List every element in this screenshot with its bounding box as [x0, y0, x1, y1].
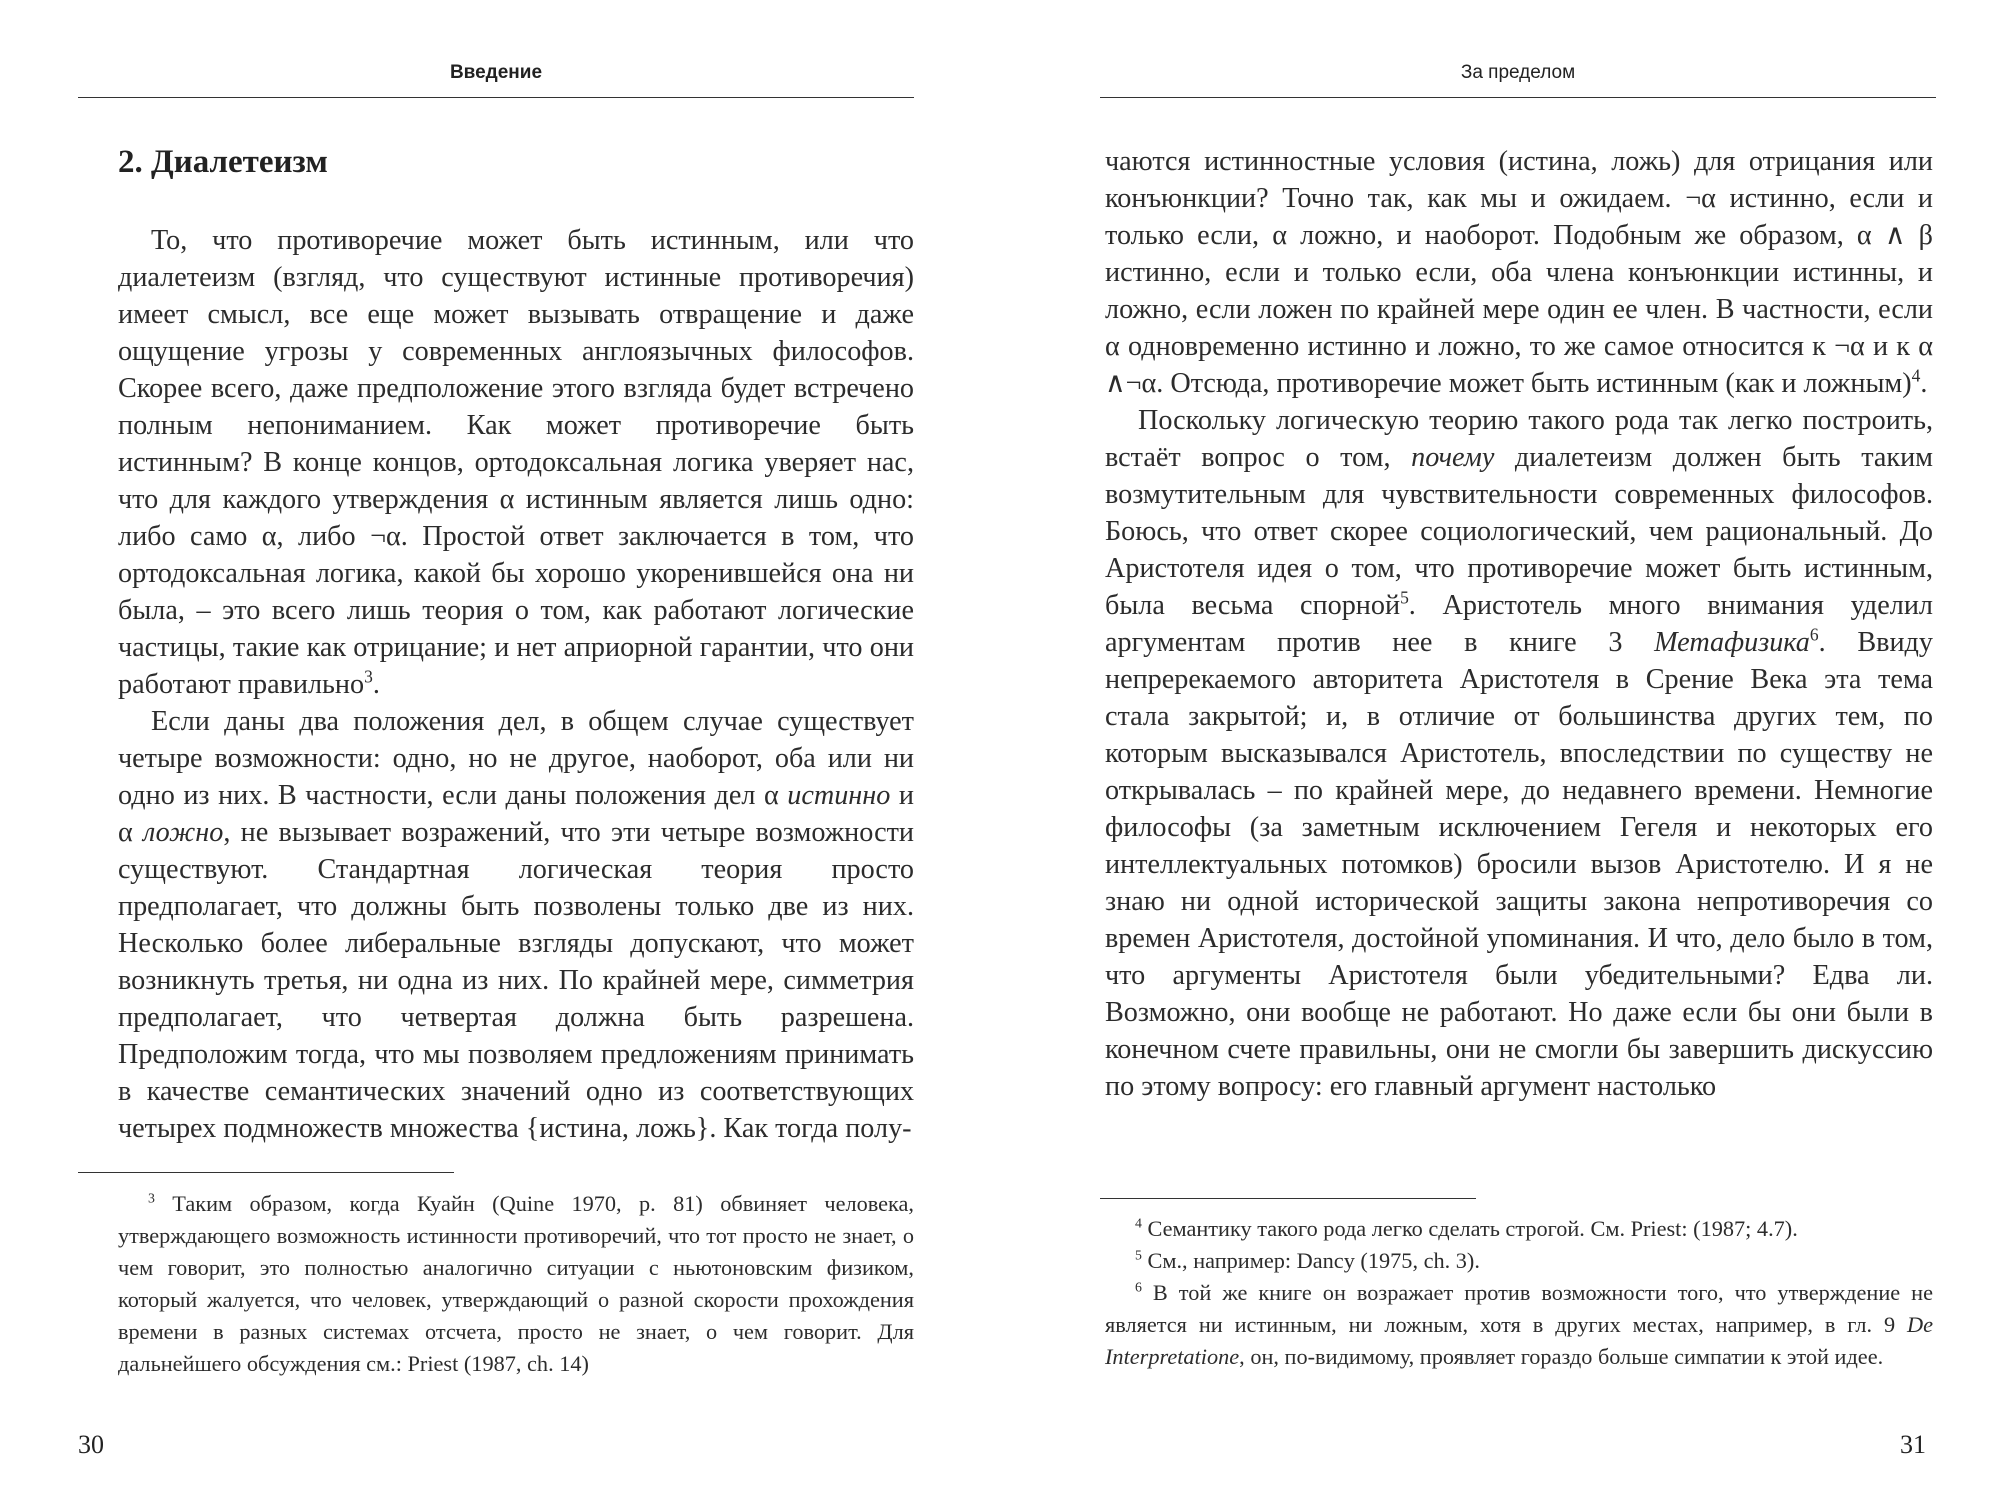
footnote-ref: 4 — [1911, 365, 1921, 386]
footnote-ref: 5 — [1400, 587, 1409, 608]
page-number: 31 — [1900, 1430, 1926, 1459]
italic-term: истинно — [787, 780, 891, 811]
footnote-ref: 3 — [364, 666, 373, 687]
header-rule — [78, 97, 914, 98]
paragraph-text: диалетеизм должен быть таким возмутительным для чувствительности современных философов. Боюсь, что ответ скорее социологический, чем рациональный. До Аристотеля идея о том, что противоречие может быть истинным, была весьма спорной — [1105, 442, 1933, 621]
footnote-text: В той же книге он возражает против возможности того, что утверждение не является ни истинным, ни ложным, хотя в других местах, например, в гл. 9 — [1105, 1280, 1933, 1337]
footnote-text: Семантику такого рода легко сделать строгой. См. Priest: (1987; 4.7). — [1147, 1216, 1798, 1241]
paragraph-text: , не вызывает возражений, что эти четыре возможности существуют. Стандартная логическая теория просто предполагает, что должны быть позволены только две из них. Несколько более либеральные взгляды допускают, что может возникнуть третья, ни одна из них. По крайней мере, симметрия предполагает, что четвертая должна быть разрешена. Предположим тогда, что мы позволяем предложениям принимать в качестве семантических значений одно из соответствующих четырех подмножеств множества {истина, ложь}. Как тогда полу- — [118, 817, 914, 1144]
italic-term: почему — [1411, 442, 1495, 473]
footnote-number: 3 — [148, 1190, 155, 1206]
paragraph-text: и α — [118, 780, 914, 848]
running-head: За пределом — [1460, 62, 1576, 83]
right-page — [1000, 0, 2000, 1508]
footnotes — [1105, 1213, 1933, 1373]
paragraph: чаются истинностные условия (истина, ложь) для отрицания или конъюнкции? Точно так, как мы и ожидаем. ¬α истинно, если и только если, α ложно, и наоборот. Подобным же образом, α ∧ β истинно, если и только если, оба члена конъюнкции истинны, и ложно, если ложен по крайней мере один ее член. В частности, если α одновременно истинно и ложно, то же самое относится к ¬α и к α ∧¬α. Отсюда, противоречие может быть истинным (как и ложным)$^4$. — [1105, 146, 1933, 399]
footnote-text: , он, по-видимому, проявляет гораздо больше симпатии к этой идее. — [1239, 1344, 1884, 1369]
body-text — [1105, 143, 1933, 1105]
footnote-ref: 6 — [1809, 624, 1819, 645]
paragraph — [118, 703, 914, 1147]
footnote-text: См., например: Dancy (1975, ch. 3). — [1147, 1248, 1480, 1273]
footnote — [1105, 1213, 1933, 1245]
footnote — [1105, 1245, 1933, 1277]
footnote-number: 5 — [1135, 1247, 1142, 1263]
footnote-rule — [1100, 1198, 1476, 1199]
footnote — [1105, 1277, 1933, 1373]
book-title: Метафизика — [1654, 627, 1810, 658]
paragraph-text: Если даны два положения дел, в общем случае существует четыре возможности: одно, но не другое, наоборот, оба или ни одно из них. В частности, если даны положения дел α — [118, 706, 914, 811]
body-text — [118, 142, 914, 1147]
footnote-number: 6 — [1135, 1279, 1142, 1295]
paragraph: То, что противоречие может быть истинным, или что диалетеизм (взгляд, что существуют истинные противоречия) имеет смысл, все еще может вызывать отвращение и даже ощущение угрозы у современных англоязычных философов. Скорее всего, даже предположение этого взгляда будет встречено полным непониманием. Как может противоречие быть истинным? В конце концов, ортодоксальная логика уверяет нас, что для каждого утверждения α истинным является лишь одно: либо само α, либо ¬α. Простой ответ заключается в том, что ортодоксальная логика, какой бы хорошо укоренившейся она ни была, – это всего лишь теория о том, как работают логические частицы, такие как отрицание; и нет априорной гарантии, что они работают правильно$^3$. — [118, 225, 914, 700]
page-number: 30 — [78, 1430, 104, 1459]
paragraph-text: Поскольку логическую теорию такого рода так легко построить, встаёт вопрос о том, — [1105, 405, 1933, 473]
header-rule — [1100, 97, 1936, 98]
paragraph-text: То, что противоречие может быть истинным, или что диалетеизм (взгляд, что существуют истинные противоречия) имеет смысл, все еще может вызывать отвращение и даже ощущение угрозы у современных англоязычных философов. Скорее всего, даже предположение этого взгляда будет встречено полным непониманием. Как может противоречие быть истинным? В конце концов, ортодоксальная логика уверяет нас, что для каждого утверждения α истинным является лишь одно: либо само α, либо ¬α. Простой ответ заключается в том, что ортодоксальная логика, какой бы хорошо укоренившейся она ни была, – это всего лишь теория о том, как работают логические частицы, такие как отрицание; и нет априорной гарантии, что они работают правильно — [118, 225, 914, 700]
paragraph — [1105, 402, 1933, 1105]
footnote — [118, 1188, 914, 1380]
italic-term: ложно — [143, 817, 224, 848]
paragraph-text: . Ввиду непререкаемого авторитета Аристотеля в Срение Века эта тема стала закрытой; и, в отличие от большинства других тем, по которым высказывался Аристотель, впоследствии по существу не открывалась – по крайней мере, до недавнего времени. Немногие философы (за заметным исключением Гегеля и некоторых его интеллектуальных потомков) бросили вызов Аристотелю. И я не знаю ни одной исторической защиты закона непротиворечия со времен Аристотеля, достойной упоминания. И что, дело было в том, что аргументы Аристотеля были убедительными? Едва ли. Возможно, они вообще не работают. Но даже если бы они были в конечном счете правильны, они не смогли бы завершить дискуссию по этому вопросу: его главный аргумент настолько — [1105, 627, 1933, 1102]
book-title: De Interpretatione — [1105, 1312, 1933, 1369]
footnote-rule — [78, 1172, 454, 1173]
footnote-text: Таким образом, когда Куайн (Quine 1970, p. 81) обвиняет человека, утверждающего возможность истинности противоречий, что тот просто не знает, о чем говорит, это полностью аналогично ситуации с ньютоновским физиком, который жалуется, что человек, утверждающий о разной скорости прохождения времени в разных системах отсчета, просто не знает, о чем говорит. Для дальнейшего обсуждения см.: Priest (1987, ch. 14) — [118, 1191, 914, 1376]
running-head: Введение — [449, 62, 543, 83]
paragraph-text: чаются истинностные условия (истина, ложь) для отрицания или конъюнкции? Точно так, как мы и ожидаем. ¬α истинно, если и только если, α ложно, и наоборот. Подобным же образом, α ∧ β истинно, если и только если, оба члена конъюнкции истинны, и ложно, если ложен по крайней мере один ее член. В частности, если α одновременно истинно и ложно, то же самое относится к ¬α и к α ∧¬α. Отсюда, противоречие может быть истинным (как и ложным) — [1105, 146, 1933, 399]
footnotes — [118, 1188, 914, 1380]
paragraph-text: . Аристотель много внимания уделил аргументам против нее в книге 3 — [1105, 590, 1933, 658]
section-title: 2. Диалетеизм — [118, 144, 328, 180]
footnote-number: 4 — [1135, 1215, 1142, 1231]
